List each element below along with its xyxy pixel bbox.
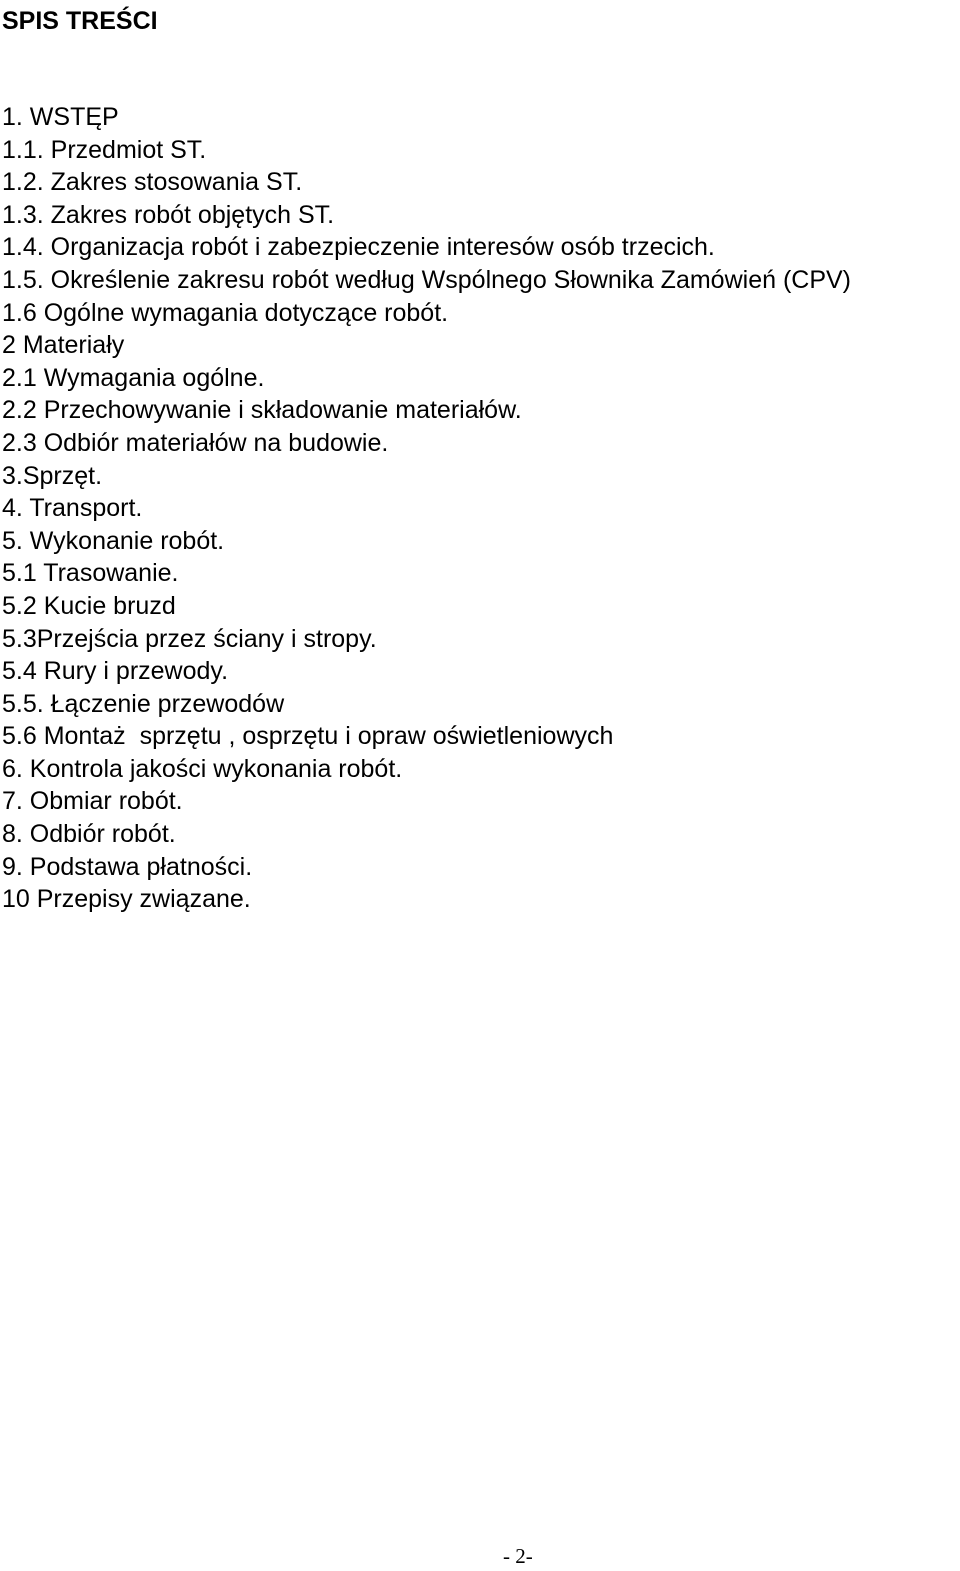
- toc-item: 8. Odbiór robót.: [2, 820, 176, 849]
- toc-item: 5.5. Łączenie przewodów: [2, 689, 285, 718]
- toc-item: 5.4 Rury i przewody.: [2, 657, 229, 686]
- toc-item: 5.3Przejścia przez ściany i stropy.: [2, 624, 377, 653]
- toc-item: 5.1 Trasowanie.: [2, 559, 179, 588]
- toc-item: 6. Kontrola jakości wykonania robót.: [2, 754, 403, 783]
- toc-item: 2.3 Odbiór materiałów na budowie.: [2, 428, 389, 457]
- toc-item: 1.5. Określenie zakresu robót według Wspólnego Słownika Zamówień (CPV): [2, 265, 851, 294]
- toc-item: 1.3. Zakres robót objętych ST.: [2, 200, 335, 229]
- toc-item: 7. Obmiar robót.: [2, 787, 183, 816]
- toc-item: 1.4. Organizacja robót i zabezpieczenie interesów osób trzecich.: [2, 233, 715, 262]
- toc-item: 10 Przepisy związane.: [2, 885, 251, 914]
- toc-item: 5.2 Kucie bruzd: [2, 591, 176, 620]
- page-title: SPIS TREŚCI: [2, 7, 158, 35]
- toc-item: 5. Wykonanie robót.: [2, 526, 225, 555]
- toc-item: 1.6 Ogólne wymagania dotyczące robót.: [2, 298, 449, 327]
- toc-item: 4. Transport.: [2, 494, 143, 523]
- toc-item: 1. WSTĘP: [2, 103, 119, 131]
- table-of-contents: [2, 101, 851, 916]
- toc-item: 2.1 Wymagania ogólne.: [2, 363, 265, 392]
- toc-item: 2.2 Przechowywanie i składowanie materiałów.: [2, 396, 522, 425]
- toc-item: 5.6 Montaż sprzętu , osprzętu i opraw oświetleniowych: [2, 722, 614, 751]
- toc-item: 9. Podstawa płatności.: [2, 852, 253, 881]
- toc-item: 2 Materiały: [2, 331, 125, 360]
- toc-item: 1.1. Przedmiot ST.: [2, 135, 207, 164]
- toc-item: 3.Sprzęt.: [2, 461, 103, 490]
- toc-item: 1.2. Zakres stosowania ST.: [2, 168, 303, 197]
- page-number: - 2-: [503, 1544, 533, 1568]
